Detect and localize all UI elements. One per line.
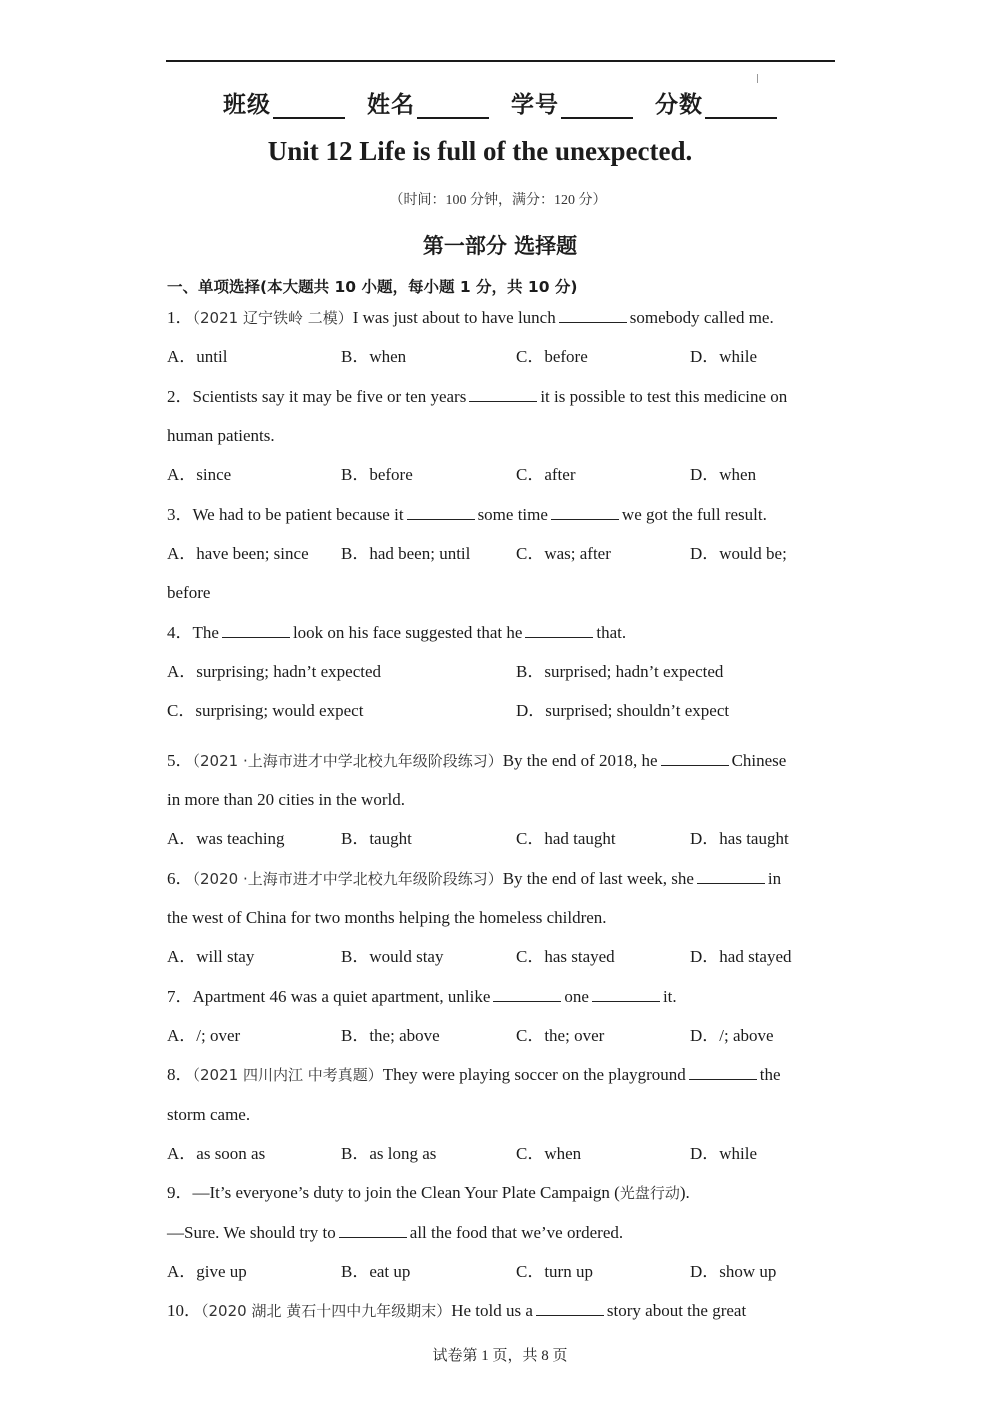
question-9-reply: —Sure. We should try to all the food that we’ve ordered. bbox=[167, 1223, 624, 1242]
section-title: 一、单项选择(本大题共 10 小题，每小题 1 分，共 10 分) bbox=[167, 278, 578, 296]
option-b: B．the; above bbox=[341, 1026, 440, 1045]
question-8: 8．（2021 四川内江 中考真题）They were playing soccer on the playground the bbox=[167, 1065, 781, 1084]
option-c: C．before bbox=[516, 347, 588, 366]
option-c: C．the; over bbox=[516, 1026, 605, 1045]
option-c: C．was; after bbox=[516, 544, 611, 563]
answer-blank bbox=[536, 1300, 604, 1316]
option-d: D．while bbox=[690, 347, 758, 366]
question-3: 3．We had to be patient because it some time we got the full result. bbox=[167, 505, 767, 524]
class-blank bbox=[273, 93, 345, 119]
option-b: B．would stay bbox=[341, 947, 444, 966]
option-a: A．have been; since bbox=[167, 544, 309, 563]
score-blank bbox=[705, 93, 777, 119]
answer-blank bbox=[559, 307, 627, 323]
option-a: A．will stay bbox=[167, 947, 255, 966]
answer-blank bbox=[407, 504, 475, 520]
answer-blank bbox=[339, 1222, 407, 1238]
option-d: D．when bbox=[690, 465, 757, 484]
question-8-continued: storm came. bbox=[167, 1105, 251, 1124]
question-10: 10．（2020 湖北 黄石十四中九年级期末）He told us a story about the great bbox=[167, 1301, 747, 1320]
option-a: A．surprising; hadn’t expected bbox=[167, 662, 382, 681]
option-d: D．had stayed bbox=[690, 947, 792, 966]
option-c: C．after bbox=[516, 465, 576, 484]
option-d: D．while bbox=[690, 1144, 758, 1163]
option-b: B．when bbox=[341, 347, 407, 366]
question-2: 2．Scientists say it may be five or ten years it is possible to test this medicine on bbox=[167, 387, 788, 406]
option-a: A．since bbox=[167, 465, 232, 484]
option-d: D．would be; bbox=[690, 544, 787, 563]
question-1: 1．（2021 辽宁铁岭 二模）I was just about to have lunch somebody called me. bbox=[167, 308, 774, 327]
question-5-continued: in more than 20 cities in the world. bbox=[167, 790, 405, 809]
answer-blank bbox=[592, 986, 660, 1002]
option-d-continued: before bbox=[167, 583, 211, 602]
student-id-field: 学号 bbox=[511, 86, 633, 119]
option-b: B．surprised; hadn’t expected bbox=[516, 662, 724, 681]
question-4: 4．The look on his face suggested that he that. bbox=[167, 623, 627, 642]
answer-blank bbox=[661, 750, 729, 766]
option-d: D．has taught bbox=[690, 829, 789, 848]
name-blank bbox=[417, 93, 489, 119]
answer-blank bbox=[525, 622, 593, 638]
answer-blank bbox=[697, 868, 765, 884]
option-a: A．give up bbox=[167, 1262, 247, 1281]
option-a: A．as soon as bbox=[167, 1144, 266, 1163]
question-2-continued: human patients. bbox=[167, 426, 275, 445]
answer-blank bbox=[689, 1064, 757, 1080]
question-5: 5．（2021 ·上海市进才中学北校九年级阶段练习）By the end of 2018, he Chinese bbox=[167, 751, 787, 770]
option-b: B．had been; until bbox=[341, 544, 471, 563]
option-a: A．was teaching bbox=[167, 829, 285, 848]
option-a: A．until bbox=[167, 347, 228, 366]
page-title: Unit 12 Life is full of the unexpected. bbox=[267, 136, 693, 166]
answer-blank bbox=[493, 986, 561, 1002]
option-a: A．/; over bbox=[167, 1026, 241, 1045]
option-b: B．eat up bbox=[341, 1262, 411, 1281]
option-d: D．show up bbox=[690, 1262, 777, 1281]
class-field: 班级 bbox=[223, 86, 345, 119]
answer-blank bbox=[222, 622, 290, 638]
option-b: B．before bbox=[341, 465, 413, 484]
option-c: C．had taught bbox=[516, 829, 616, 848]
top-rule bbox=[166, 60, 835, 62]
part-title: 第一部分 选择题 bbox=[422, 234, 578, 258]
page-footer: 试卷第 1 页，共 8 页 bbox=[432, 1348, 568, 1364]
question-7: 7．Apartment 46 was a quiet apartment, unlike one it. bbox=[167, 987, 677, 1006]
question-6: 6．（2020 ·上海市进才中学北校九年级阶段练习）By the end of last week, she in bbox=[167, 869, 782, 888]
question-9: 9．—It’s everyone’s duty to join the Clean Your Plate Campaign (光盘行动). bbox=[167, 1183, 690, 1202]
exam-info: （时间：100 分钟，满分：120 分） bbox=[389, 193, 607, 208]
answer-blank bbox=[551, 504, 619, 520]
option-b: B．as long as bbox=[341, 1144, 437, 1163]
option-d: D．surprised; shouldn’t expect bbox=[516, 701, 730, 720]
name-field: 姓名 bbox=[367, 86, 489, 119]
score-field: 分数 bbox=[655, 86, 777, 119]
page-mark bbox=[757, 74, 758, 83]
option-c: C．has stayed bbox=[516, 947, 615, 966]
student-id-blank bbox=[561, 93, 633, 119]
option-d: D．/; above bbox=[690, 1026, 774, 1045]
student-info-line bbox=[0, 86, 1000, 119]
option-c: C．surprising; would expect bbox=[167, 701, 364, 720]
option-c: C．turn up bbox=[516, 1262, 593, 1281]
answer-blank bbox=[469, 386, 537, 402]
question-6-continued: the west of China for two months helping the homeless children. bbox=[167, 908, 607, 927]
option-b: B．taught bbox=[341, 829, 412, 848]
option-c: C．when bbox=[516, 1144, 582, 1163]
